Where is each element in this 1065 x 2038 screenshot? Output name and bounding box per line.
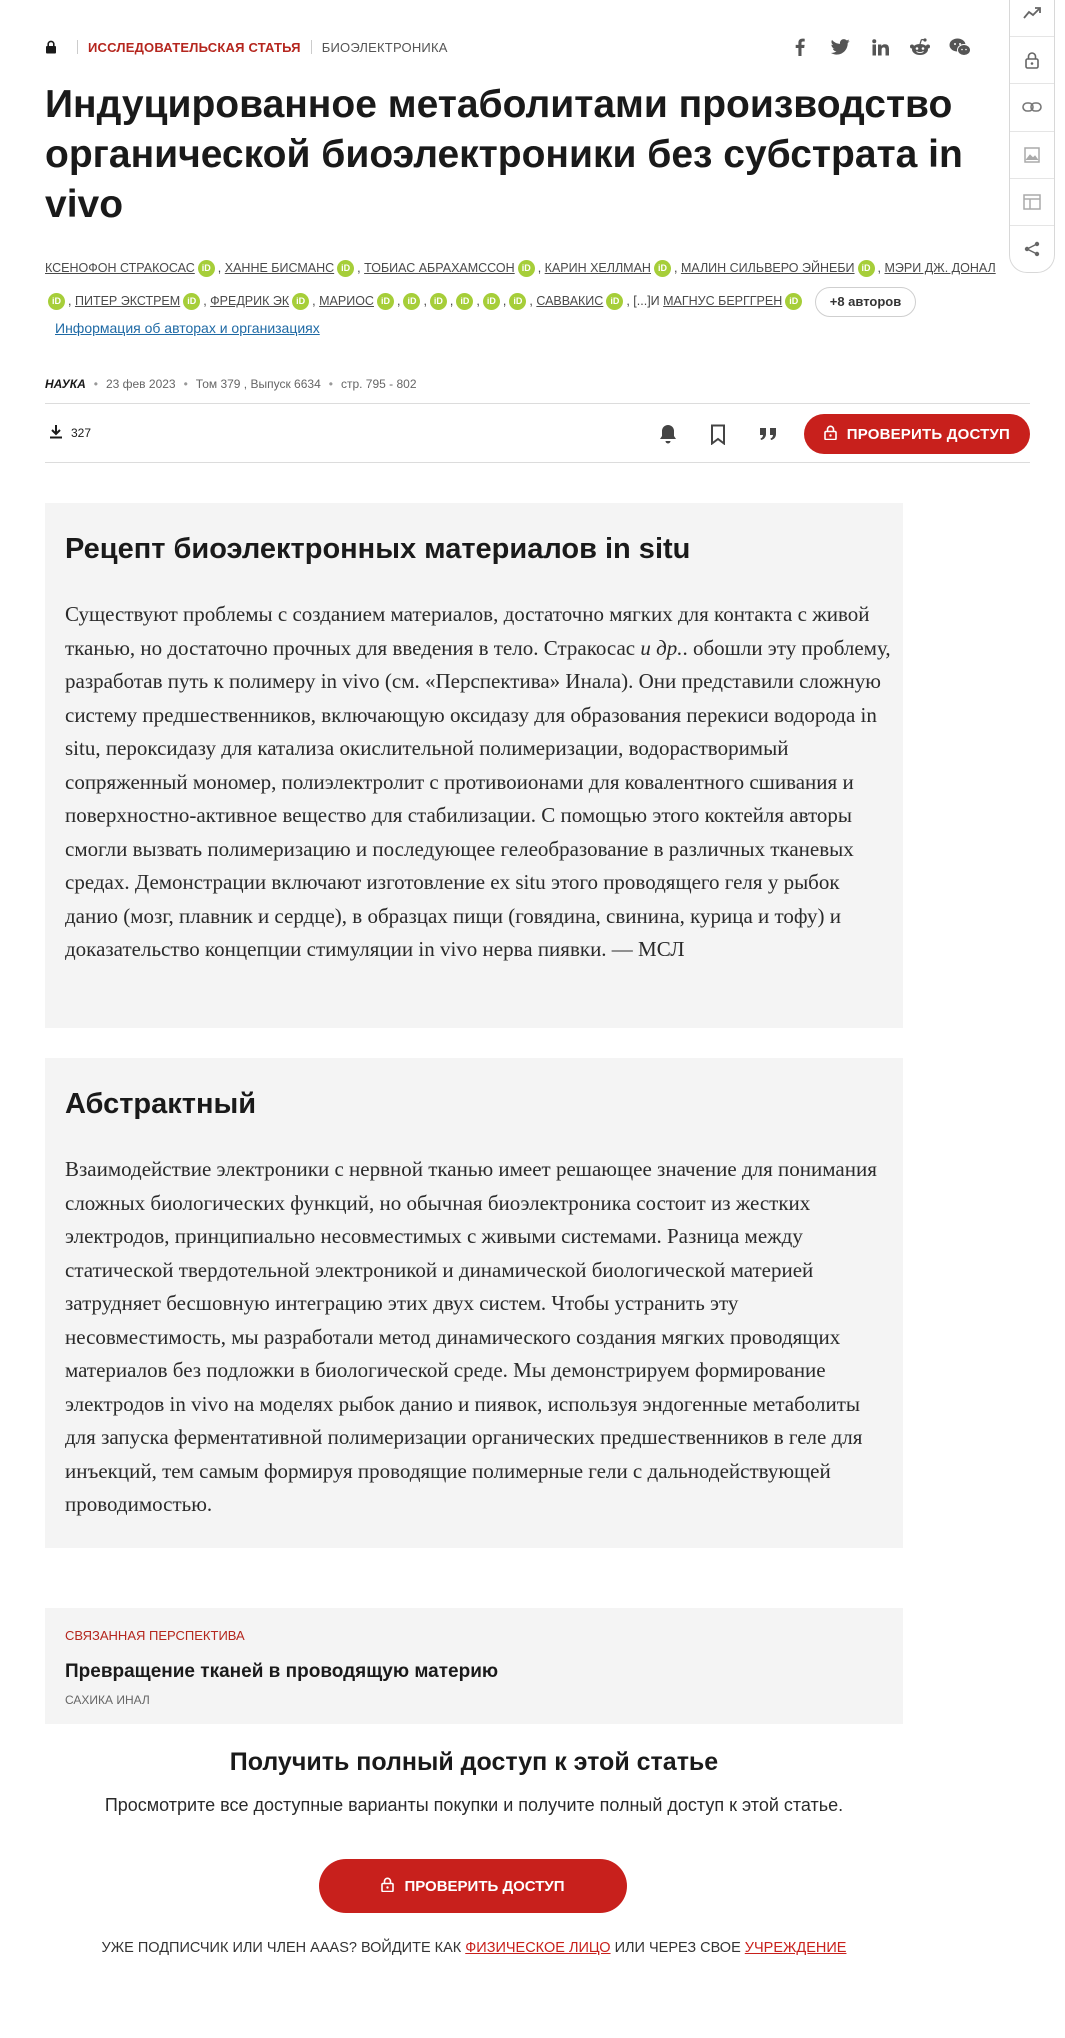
- author-separator: ,: [673, 261, 678, 275]
- check-access-label: ПРОВЕРИТЬ ДОСТУП: [404, 1877, 565, 1895]
- check-access-button-bottom[interactable]: [319, 1859, 627, 1913]
- perspective-title[interactable]: Превращение тканей в проводящую материю: [65, 1661, 499, 1682]
- signin-prompt: [45, 1940, 903, 1956]
- author-separator: ,: [203, 294, 207, 308]
- full-access-title: Получить полный доступ к этой статье: [229, 1748, 719, 1776]
- author-separator: ,: [449, 294, 454, 308]
- orcid-icon[interactable]: iD: [377, 293, 394, 310]
- lock-icon: [824, 425, 837, 444]
- author-link[interactable]: КСЕНОФОН СТРАКОСАС: [45, 261, 195, 275]
- perspective-author: САХИКА ИНАЛ: [65, 1693, 150, 1707]
- pub-date: 23 фев 2023: [105, 377, 176, 391]
- orcid-icon[interactable]: iD: [430, 293, 447, 310]
- download-icon: [49, 424, 63, 442]
- perspective-kicker: СВЯЗАННАЯ ПЕРСПЕКТИВА: [65, 1628, 245, 1643]
- download-count-value: 327: [71, 426, 92, 440]
- more-authors-button[interactable]: +8 авторов: [815, 287, 917, 317]
- author-link[interactable]: САВВАКИС: [536, 294, 604, 308]
- author-link[interactable]: ТОБИАС АБРАХАМССОН: [364, 261, 515, 275]
- author-separator: ,: [877, 261, 882, 275]
- author-separator: ,: [396, 294, 401, 308]
- facebook-icon[interactable]: [788, 36, 812, 58]
- toolbar-actions: [654, 414, 1030, 454]
- author-separator: ,: [537, 261, 542, 275]
- lock-icon: [45, 40, 57, 54]
- bell-icon[interactable]: [654, 420, 682, 448]
- orcid-icon[interactable]: iD: [858, 260, 875, 277]
- journal-name[interactable]: НАУКА: [45, 377, 86, 391]
- author-separator: ,: [312, 294, 316, 308]
- article-type[interactable]: ИССЛЕДОВАТЕЛЬСКАЯ СТАТЬЯ: [88, 39, 301, 55]
- divider: •: [93, 377, 98, 391]
- editors-summary-text-b: . обошли эту проблему, разработав путь к полимеру in vivo (см. «Перспектива» Инала). Они представили сложную систему предшественников, включающую оксидазу для образования перекиси водорода in situ, пероксидазу для катализа окислительной полимеризации, водорастворимый сопряженный мономер, полиэлектролит с противоионами для ковалентного сшивания и поверхностно-активное вещество для стабилизации. С помощью этого коктейля авторы смогли вызвать полимеризацию и последующее гелеобразование в различных тканевых средах. Демонстрации включают изготовление ex situ этого проводящего геля у рыбок данио (мозг, плавник и сердце), в образцах пищи (говядина, свинина, курица и тофу) и доказательство концепции стимуляции in vivo нерва пиявки. — МСЛ: [65, 635, 891, 961]
- author-link[interactable]: ФРЕДРИК ЭК: [210, 294, 290, 308]
- check-access-button[interactable]: [804, 414, 1030, 454]
- cite-icon[interactable]: [754, 420, 782, 448]
- author-link[interactable]: ХАННЕ БИСМАНС: [224, 261, 335, 275]
- page-range: стр. 795 - 802: [340, 377, 417, 391]
- orcid-icon[interactable]: iD: [456, 293, 473, 310]
- article-subject[interactable]: БИОЭЛЕКТРОНИКА: [321, 39, 448, 55]
- author-separator: ,: [423, 294, 427, 308]
- author-separator: ,: [68, 294, 72, 308]
- signin-individual-link[interactable]: ФИЗИЧЕСКОЕ ЛИЦО: [465, 1940, 611, 1956]
- editors-summary-text-a: Существуют проблемы с созданием материалов, достаточно мягких для контакта с живой тканью, но достаточно прочных для введения в тело. Стракосас: [65, 602, 870, 660]
- full-access-subtitle: Просмотрите все доступные варианты покупки и получите полный доступ к этой статье.: [104, 1795, 844, 1815]
- signin-middle: ИЛИ ЧЕРЕЗ СВОЕ: [610, 1940, 745, 1956]
- bookmark-icon[interactable]: [704, 420, 732, 448]
- related-perspective-card[interactable]: [45, 1608, 903, 1724]
- author-link[interactable]: МАЛИН СИЛЬВЕРО ЭЙНЕБИ: [680, 261, 855, 275]
- reddit-icon[interactable]: [908, 36, 932, 58]
- editors-summary-italic: и др.: [640, 635, 683, 660]
- linkedin-icon[interactable]: [868, 36, 892, 58]
- abstract-text: Взаимодействие электроники с нервной тканью имеет решающее значение для понимания сложных биологических функций, но обычная биоэлектроника состоит из жестких электродов, принципиально несовместимых с живыми системами. Разница между статической твердотельной электроникой и динамической биологической материей затрудняет бесшовную интеграцию этих двух систем. Чтобы устранить эту несовместимость, мы разработали метод динамического создания мягких проводящих материалов без подложки в биологической среде. Мы демонстрируем формирование электродов in vivo на моделях рыбок данио и пиявок, используя эндогенные метаболиты для запуска ферментативной полимеризации органических предшественников в геле для инъекций, тем самым формируя проводящие полимерные гели с дальнодействующей проводимостью.: [65, 1157, 877, 1516]
- author-link[interactable]: МЭРИ ДЖ. ДОНАЛ: [884, 261, 996, 275]
- editors-summary: [45, 503, 903, 1028]
- author-separator: ,: [357, 261, 361, 275]
- signin-prefix: УЖЕ ПОДПИСЧИК ИЛИ ЧЛЕН AAAS? ВОЙДИТЕ КАК: [101, 1940, 466, 1956]
- image-icon[interactable]: [1010, 132, 1054, 179]
- authors-and: И: [650, 294, 660, 308]
- orcid-icon[interactable]: iD: [183, 293, 200, 310]
- divider: [77, 40, 78, 54]
- author-list: [45, 252, 1030, 318]
- article-toolbar: [45, 403, 1030, 463]
- orcid-icon[interactable]: iD: [198, 260, 215, 277]
- authors-ellipsis[interactable]: [...]: [633, 294, 651, 308]
- orcid-icon[interactable]: iD: [606, 293, 623, 310]
- author-separator: ,: [529, 294, 533, 308]
- twitter-icon[interactable]: [828, 36, 852, 58]
- orcid-icon[interactable]: iD: [48, 293, 65, 310]
- affiliations-link[interactable]: Информация об авторах и организациях: [55, 320, 320, 336]
- signin-institution-link[interactable]: УЧРЕЖДЕНИЕ: [744, 1940, 847, 1956]
- orcid-icon[interactable]: iD: [509, 293, 526, 310]
- author-link[interactable]: МАГНУС БЕРГГРЕН: [663, 294, 783, 308]
- publication-info: [45, 377, 417, 391]
- table-icon[interactable]: [1010, 179, 1054, 226]
- author-link[interactable]: МАРИОС: [319, 294, 374, 308]
- orcid-icon[interactable]: iD: [785, 293, 802, 310]
- author-link[interactable]: ПИТЕР ЭКСТРЕМ: [74, 294, 181, 308]
- article-title: Индуцированное метаболитами производство органической биоэлектроники без субстрата in vivo: [45, 83, 963, 226]
- author-separator: ,: [626, 294, 630, 308]
- abstract-heading: Абстрактный: [65, 1088, 257, 1120]
- orcid-icon[interactable]: iD: [483, 293, 500, 310]
- author-separator: ,: [476, 294, 480, 308]
- orcid-icon[interactable]: iD: [292, 293, 309, 310]
- download-count: [49, 424, 91, 442]
- divider: [311, 40, 312, 54]
- orcid-icon[interactable]: iD: [518, 260, 535, 277]
- orcid-icon[interactable]: iD: [337, 260, 354, 277]
- trending-icon[interactable]: [1010, 0, 1054, 37]
- orcid-icon[interactable]: iD: [654, 260, 671, 277]
- orcid-icon[interactable]: iD: [403, 293, 420, 310]
- author-separator: ,: [502, 294, 507, 308]
- social-share-bar: [788, 36, 972, 58]
- link-icon[interactable]: [1010, 84, 1054, 131]
- article-meta-row: [45, 36, 1030, 58]
- divider: •: [328, 377, 333, 391]
- author-link[interactable]: КАРИН ХЕЛЛМАН: [544, 261, 651, 275]
- wechat-icon[interactable]: [948, 36, 972, 58]
- editors-summary-heading: Рецепт биоэлектронных материалов in situ: [65, 533, 691, 565]
- lock-icon: [381, 1877, 394, 1896]
- check-access-label: ПРОВЕРИТЬ ДОСТУП: [846, 425, 1010, 443]
- volume-issue[interactable]: Том 379 , Выпуск 6634: [195, 377, 321, 391]
- editors-summary-text: [65, 598, 895, 967]
- author-separator: ,: [217, 261, 222, 275]
- abstract-section: [45, 1058, 903, 1548]
- divider: •: [183, 377, 188, 391]
